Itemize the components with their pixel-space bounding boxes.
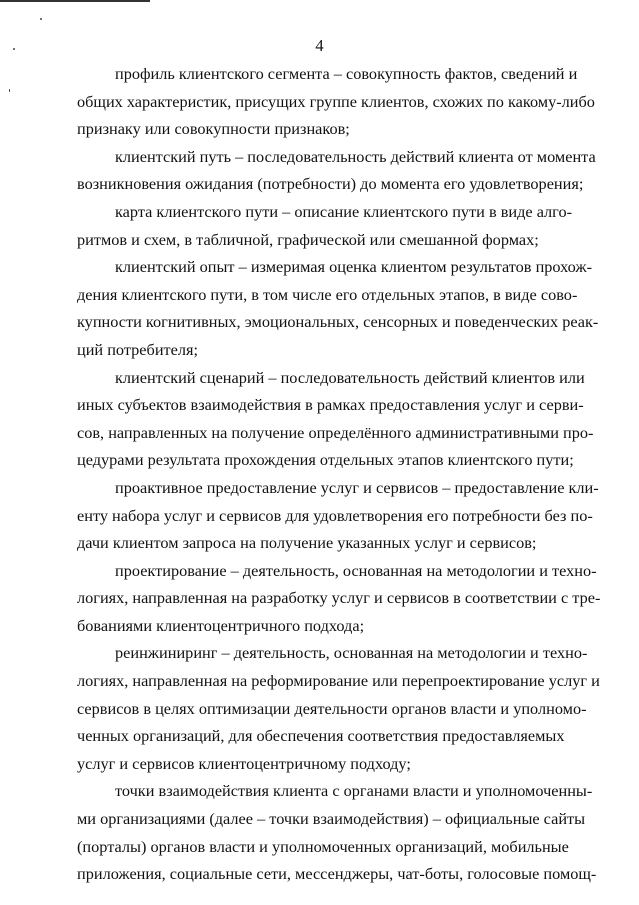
- text-line: клиентский путь – последовательность действий клиента от момента: [115, 146, 596, 166]
- text-line: логиях, направленная на реформирование или перепроектирование услуг и: [77, 671, 600, 691]
- text-line: возникновения ожидания (потребности) до момента его удовлетворения;: [77, 174, 584, 194]
- text-line: дения клиентского пути, в том числе его отдельных этапов, в виде сово-: [77, 284, 578, 304]
- text-line: клиентский сценарий – последовательность действий клиентов или: [115, 367, 585, 387]
- text-line: реинжиниринг – деятельность, основанная на методологии и техно-: [115, 643, 588, 663]
- scan-speck: [9, 89, 10, 92]
- text-line: ченных организаций, для обеспечения соответствия предоставляемых: [77, 726, 565, 746]
- text-line: точки взаимодействия клиента с органами власти и уполномоченны-: [115, 781, 593, 801]
- text-line: признаку или совокупности признаков;: [77, 119, 350, 139]
- text-line: купности когнитивных, эмоциональных, сенсорных и поведенческих реак-: [77, 312, 599, 332]
- page-number: 4: [315, 36, 324, 55]
- paragraph: [77, 143, 596, 198]
- text-line: иных субъектов взаимодействия в рамках предоставления услуг и серви-: [77, 395, 584, 415]
- text-line: приложения, социальные сети, мессенджеры, чат-боты, голосовые помощ-: [77, 864, 597, 884]
- text-line: ми организациями (далее – точки взаимодействия) – официальные сайты: [77, 809, 586, 829]
- paragraph: [77, 557, 601, 640]
- paragraph: [77, 364, 594, 474]
- text-line: енту набора услуг и сервисов для удовлетворения его потребности без по-: [77, 505, 593, 525]
- text-line: клиентский опыт – измеримая оценка клиентом результатов прохож-: [115, 257, 593, 277]
- text-line: ритмов и схем, в табличной, графической или смешанной формах;: [77, 229, 539, 249]
- text-line: цедурами результата прохождения отдельных этапов клиентского пути;: [77, 450, 574, 470]
- paragraph: [77, 474, 599, 557]
- text-line: ций потребителя;: [77, 339, 199, 359]
- text-line: проактивное предоставление услуг и сервисов – предоставление кли-: [115, 477, 599, 497]
- text-line: сов, направленных на получение определённого административными про-: [77, 422, 594, 442]
- scan-edge-line: [0, 0, 150, 2]
- paragraph: [77, 60, 595, 143]
- paragraph: [77, 639, 600, 777]
- text-line: бованиями клиентоцентричного подхода;: [77, 615, 365, 635]
- text-line: дачи клиентом запроса на получение указанных услуг и сервисов;: [77, 533, 537, 553]
- text-line: услуг и сервисов клиентоцентричному подходу;: [77, 753, 411, 773]
- scan-speck: [40, 18, 42, 20]
- paragraph: [77, 253, 599, 363]
- text-line: сервисов в целях оптимизации деятельности органов власти и уполномо-: [77, 698, 587, 718]
- text-line: общих характеристик, присущих группе клиентов, схожих по какому-либо: [77, 91, 595, 111]
- text-line: (порталы) органов власти и уполномоченных организаций, мобильные: [77, 836, 569, 856]
- text-line: профиль клиентского сегмента – совокупность фактов, сведений и: [115, 64, 578, 83]
- text-line: проектирование – деятельность, основанная на методологии и техно-: [115, 560, 597, 580]
- paragraph: [77, 777, 597, 887]
- paragraph: [77, 198, 573, 253]
- document-body: [77, 60, 601, 888]
- text-line: логиях, направленная на разработку услуг и сервисов в соответствии с тре-: [77, 588, 601, 608]
- text-line: карта клиентского пути – описание клиентского пути в виде алго-: [115, 201, 573, 221]
